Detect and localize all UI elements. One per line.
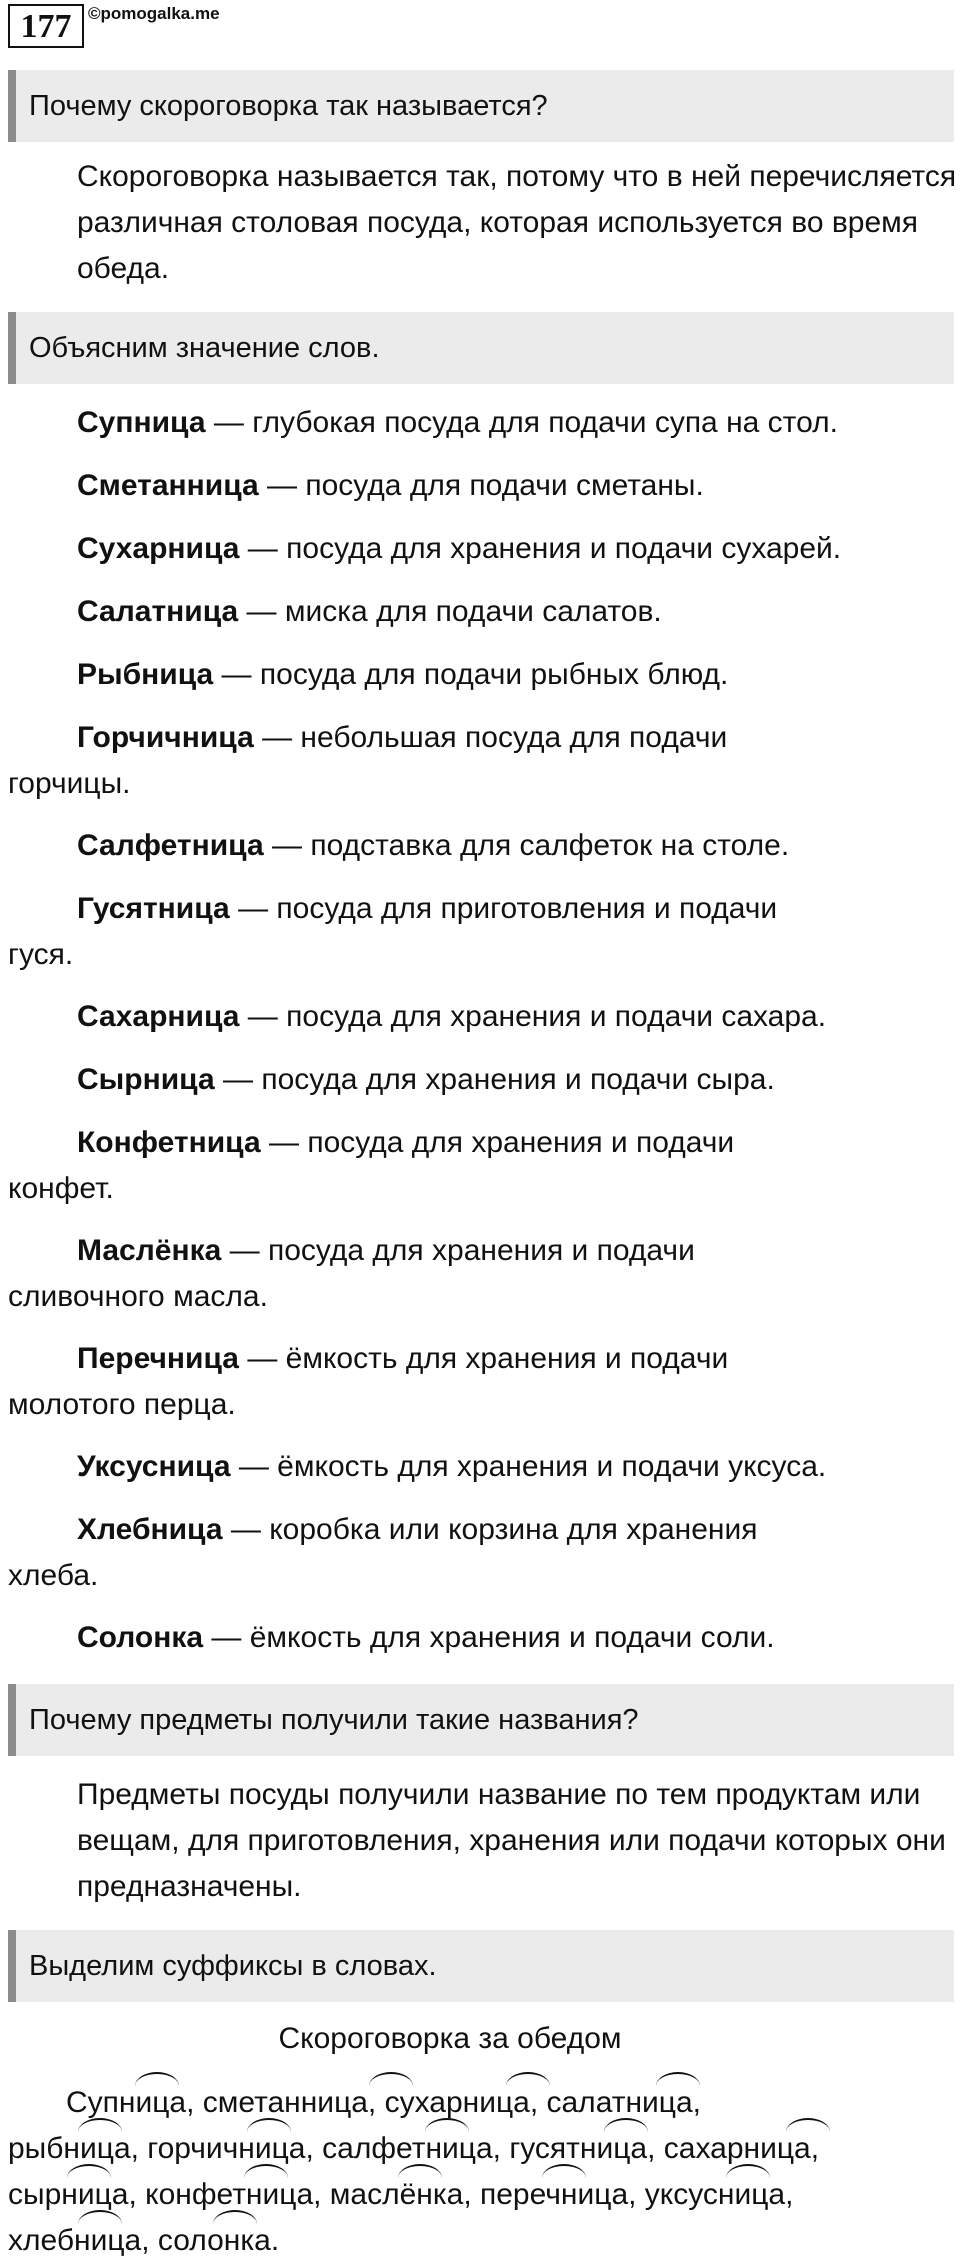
answer-1-text: Скороговорка называется так, потому что в ней перечисляется различная столовая посуда, которая используется во время обеда. (77, 160, 957, 285)
definition-text: — подставка для салфеток на столе. (263, 829, 790, 862)
definition-term: Гусятница (77, 892, 230, 925)
definition-row (8, 715, 727, 761)
poem-line: сырница, конфетница, маслёнка, перечница, уксусница, (8, 2178, 794, 2211)
poem-title: Скороговорка за обедом (278, 2022, 622, 2055)
question-1-bar: Почему скороговорка так называется? (8, 70, 954, 142)
suffix-arc (135, 2072, 179, 2086)
definition-row (8, 526, 841, 572)
definition-row (8, 652, 728, 698)
definition-text: — посуда для хранения и подачи (260, 1126, 735, 1159)
suffix-arc (369, 2072, 413, 2086)
definition-row (8, 1615, 775, 1661)
question-3-bar: Почему предметы получили такие названия? (8, 1684, 954, 1756)
definition-text: — посуда для хранения и подачи сыра. (214, 1063, 775, 1096)
exercise-number: 177 (8, 4, 84, 48)
answer-1 (8, 154, 960, 292)
definition-row (8, 1507, 757, 1553)
definition-text: — небольшая посуда для подачи (253, 721, 728, 754)
definition-term: Уксусница (77, 1450, 231, 1483)
definition-row (8, 1336, 728, 1382)
definition-continuation: сливочного масла. (8, 1280, 268, 1313)
definition-term: Сахарница (77, 1000, 240, 1033)
definition-row (8, 1057, 775, 1103)
definition-text: — посуда для подачи сметаны. (258, 469, 704, 502)
poem-line: Супница, сметанница, сухарница, салатница, (66, 2086, 701, 2119)
definition-term: Салфетница (77, 829, 264, 862)
definition-text: — глубокая посуда для подачи супа на стол. (205, 406, 838, 439)
definition-term: Сырница (77, 1063, 215, 1096)
definition-text: — посуда для хранения и подачи (221, 1234, 695, 1267)
watermark: ©pomogalka.me (88, 4, 220, 23)
definition-term: Супница (77, 406, 206, 439)
definition-row (8, 400, 838, 446)
definition-term: Рыбница (77, 658, 214, 691)
definition-term: Сметанница (77, 469, 259, 502)
definition-text: — посуда для приготовления и подачи (229, 892, 778, 925)
definition-row (8, 823, 789, 869)
definition-text: — ёмкость для хранения и подачи (238, 1342, 729, 1375)
definition-row (8, 994, 826, 1040)
definition-term: Солонка (77, 1621, 204, 1654)
question-4-bar: Выделим суффиксы в словах. (8, 1930, 954, 2002)
definition-term: Хлебница (77, 1513, 223, 1546)
poem-line: рыбница, горчичница, салфетница, гусятница, сахарница, (8, 2132, 820, 2165)
definition-term: Салатница (77, 595, 239, 628)
answer-3-text: Предметы посуды получили название по тем продуктам или вещам, для приготовления, хранения или подачи которых они предназначены. (77, 1778, 946, 1903)
definition-term: Горчичница (77, 721, 254, 754)
definition-text: — коробка или корзина для хранения (222, 1513, 758, 1546)
definition-text: — посуда для хранения и подачи сухарей. (239, 532, 842, 565)
definition-row (8, 1120, 734, 1166)
definition-text: — миска для подачи салатов. (238, 595, 662, 628)
definition-row (8, 463, 704, 509)
suffix-arc (786, 2118, 830, 2132)
definition-term: Маслёнка (77, 1234, 222, 1267)
definition-term: Перечница (77, 1342, 239, 1375)
question-2-bar: Объясним значение слов. (8, 312, 954, 384)
definition-continuation: хлеба. (8, 1559, 99, 1592)
definition-continuation: конфет. (8, 1172, 114, 1205)
definition-continuation: гуся. (8, 938, 74, 971)
definition-term: Сухарница (77, 532, 240, 565)
definition-continuation: горчицы. (8, 767, 131, 800)
poem-line: хлебница, солонка. (8, 2224, 280, 2257)
suffix-arc (656, 2072, 700, 2086)
definition-text: — посуда для подачи рыбных блюд. (213, 658, 729, 691)
definition-row (8, 1444, 826, 1490)
answer-3 (8, 1772, 960, 1910)
definition-term: Конфетница (77, 1126, 261, 1159)
definition-row (8, 589, 662, 635)
definition-text: — ёмкость для хранения и подачи соли. (203, 1621, 775, 1654)
definition-row (8, 1228, 695, 1274)
definition-continuation: молотого перца. (8, 1388, 236, 1421)
definition-row (8, 886, 777, 932)
suffix-arc (506, 2072, 550, 2086)
definition-text: — ёмкость для хранения и подачи уксуса. (230, 1450, 827, 1483)
definition-text: — посуда для хранения и подачи сахара. (239, 1000, 827, 1033)
